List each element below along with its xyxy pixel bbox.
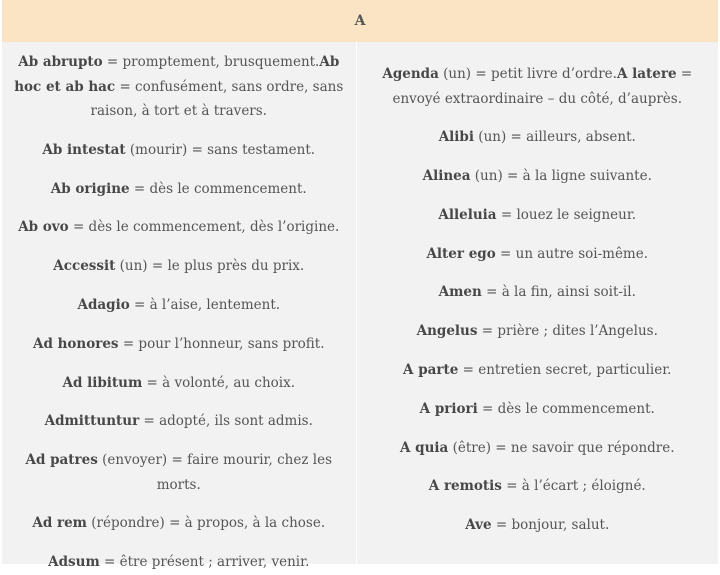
left-column — [2, 42, 357, 571]
glossary-entry — [6, 371, 352, 396]
glossary-entry — [6, 293, 352, 318]
glossary-entry — [6, 332, 352, 357]
entry-definition: (un) = à la ligne suivante. — [470, 168, 652, 185]
entry-term: Alinea — [422, 168, 471, 185]
entry-definition: = envoyé extraordinaire – du côté, d’auprès. — [392, 66, 693, 107]
glossary-entry — [6, 254, 352, 279]
entry-definition: (être) = ne savoir que répondre. — [448, 439, 675, 456]
glossary-entry — [365, 62, 711, 111]
entry-definition: = à l’aise, lentement. — [129, 296, 281, 313]
glossary-entry — [365, 319, 711, 344]
glossary-entry — [6, 50, 352, 124]
glossary-table — [2, 0, 718, 571]
entry-term: A priori — [419, 400, 478, 417]
entry-term: Accessit — [53, 258, 116, 275]
glossary-entry — [6, 409, 352, 434]
entry-definition: (envoyer) = faire mourir, chez les morts. — [97, 452, 332, 493]
entry-definition: = à l’écart ; éloigné. — [501, 478, 646, 495]
glossary-entry — [6, 448, 352, 497]
entry-definition: = pour l’honneur, sans profit. — [118, 335, 325, 352]
entry-definition: = louez le seigneur. — [496, 206, 637, 223]
glossary-entry — [6, 215, 352, 240]
entry-term: Ab abrupto — [18, 54, 103, 70]
entry-definition: (un) = le plus près du prix. — [115, 258, 305, 275]
entry-term: Ad patres — [25, 452, 98, 469]
glossary-entry — [365, 242, 711, 267]
entry-term: A parte — [403, 362, 459, 379]
entry-definition: = promptement, brusquement. — [102, 54, 320, 70]
table-header — [2, 0, 718, 42]
entry-definition: (un) = ailleurs, absent. — [474, 129, 636, 146]
glossary-entry — [365, 125, 711, 150]
entry-term: Ab hoc et ab hac — [14, 54, 340, 95]
glossary-entry — [365, 280, 711, 305]
entry-definition: = entretien secret, particulier. — [458, 362, 672, 379]
entry-term: Admittuntur — [44, 413, 140, 430]
header-letter: A — [354, 13, 366, 29]
entry-definition: = adopté, ils sont admis. — [139, 413, 313, 430]
entry-definition: = bonjour, salut. — [491, 517, 610, 534]
entry-term: Amen — [438, 284, 482, 301]
entry-term: Adsum — [48, 554, 100, 571]
entry-definition: = dès le commencement, dès l’origine. — [68, 219, 340, 236]
entry-definition: (mourir) = sans testament. — [125, 141, 316, 158]
entry-definition: = à la fin, ainsi soit-il. — [481, 284, 636, 301]
entry-term: Alter ego — [426, 245, 496, 262]
entry-definition: = dès le commencement. — [129, 180, 307, 197]
right-column — [357, 42, 719, 564]
entry-definition: = être présent ; arriver, venir. — [99, 554, 310, 571]
entry-term: Angelus — [416, 323, 478, 340]
entry-term: A remotis — [428, 478, 502, 495]
entry-term: Agenda — [382, 66, 439, 82]
entry-term: Ave — [465, 517, 492, 534]
entry-term: Ab ovo — [18, 219, 69, 236]
entry-term: A quia — [399, 439, 449, 456]
entry-definition: = un autre soi-même. — [495, 245, 649, 262]
glossary-entry — [365, 203, 711, 228]
glossary-entry — [365, 513, 711, 538]
entry-term: Ad rem — [32, 515, 87, 532]
glossary-entry — [6, 550, 352, 575]
entry-term: Ab origine — [50, 180, 130, 197]
entry-term: Ab intestat — [42, 141, 126, 158]
entry-term: Alibi — [438, 129, 475, 146]
entry-definition: = dès le commencement. — [477, 400, 655, 417]
entry-term: Alleluia — [438, 206, 497, 223]
entry-definition: = à volonté, au choix. — [142, 374, 296, 391]
entry-term: Adagio — [77, 296, 130, 313]
entry-definition: = prière ; dites l’Angelus. — [477, 323, 658, 340]
glossary-entry — [6, 511, 352, 536]
entry-definition: (répondre) = à propos, à la chose. — [86, 515, 326, 532]
entry-term: Ad honores — [32, 335, 119, 352]
glossary-entry — [6, 138, 352, 163]
entry-definition: = confusément, sans ordre, sans raison, à tort et à travers. — [90, 78, 344, 119]
table-body — [2, 42, 718, 571]
glossary-entry — [6, 177, 352, 202]
glossary-entry — [365, 164, 711, 189]
entry-term: Ad libitum — [62, 374, 143, 391]
glossary-entry — [365, 436, 711, 461]
glossary-entry — [365, 397, 711, 422]
glossary-entry — [365, 358, 711, 383]
entry-term: A latere — [616, 66, 677, 82]
glossary-entry — [365, 474, 711, 499]
entry-definition: (un) = petit livre d’ordre. — [438, 66, 617, 82]
